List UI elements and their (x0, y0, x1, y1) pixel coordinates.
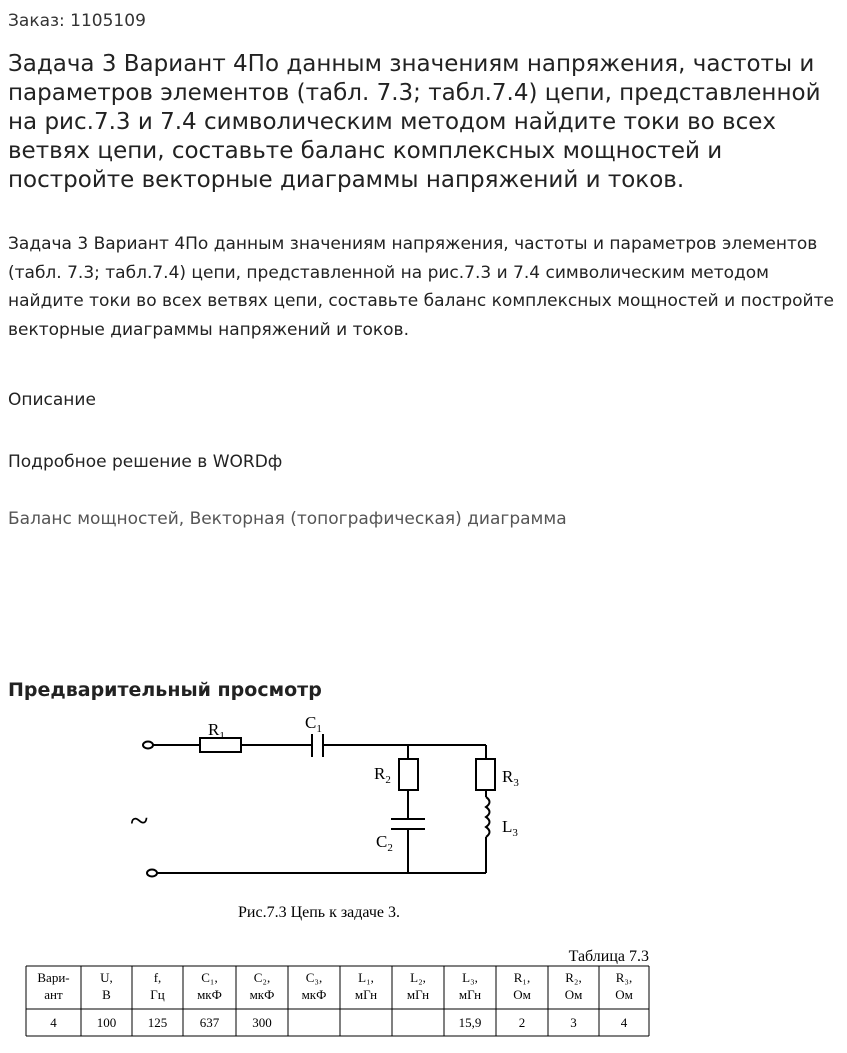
table-header-cell: Вари- (37, 970, 70, 985)
circuit-diagram (143, 734, 495, 877)
table-header-cell: L₁, (358, 970, 374, 985)
table-header-cell: мкФ (301, 987, 327, 1002)
inductor-l3 (486, 797, 490, 837)
table-cell: 125 (147, 1015, 168, 1030)
table-header-cell: мГн (458, 987, 482, 1002)
table-cell: 4 (620, 1015, 628, 1030)
table-cell: 637 (199, 1015, 220, 1030)
tag-separator: , (178, 509, 185, 529)
tag-list (8, 509, 567, 529)
table-header-cell: C₂, (253, 970, 271, 985)
resistor-r3 (476, 759, 495, 790)
label-c1: $C_1$ (305, 713, 322, 735)
table-cell: 300 (252, 1015, 272, 1030)
preview-image (0, 705, 847, 1053)
table-header-cell: L₃, (462, 970, 478, 985)
table-header-cell: Ом (513, 987, 531, 1002)
table-header-cell: мГн (406, 987, 430, 1002)
label-l3: $L_3$ (502, 817, 518, 839)
table-header-cell: мкФ (249, 987, 275, 1002)
table-header-cell: ант (44, 987, 63, 1002)
parameter-table (26, 966, 649, 1036)
table-header-cell: Ом (564, 987, 583, 1002)
table-header-cell: мГн (354, 987, 378, 1002)
page-title: Задача 3 Вариант 4По данным значениям напряжения, частоты и параметров элементов (табл. 7.3; табл.7.4) цепи, представленной на рис.7.3 и 7.4 символическим методом найдите токи во всех ветвях цепи, составьте баланс комплексных мощностей и постройте векторные диаграммы напряжений и токов. (8, 51, 821, 193)
label-r1: $R_1$ (208, 720, 225, 742)
table-header-cell: L₂, (410, 970, 426, 985)
table-header-cell: R₂, (565, 970, 582, 985)
table-header-cell: C₁, (201, 970, 218, 985)
table-header-cell: R₁, (513, 970, 531, 985)
task-description: Задача 3 Вариант 4По данным значениям напряжения, частоты и параметров элементов (табл. 7.3; табл.7.4) цепи, представленной на рис.7.3 и 7.4 символическим методом найдите токи во всех ветвях цепи, составьте баланс комплексных мощностей и постройте векторные диаграммы напряжений и токов. (8, 234, 834, 340)
tag-link[interactable]: Векторная (топографическая) диаграмма (189, 509, 567, 529)
table-header-cell: U, (100, 970, 113, 985)
table-header-cell: Ом (615, 987, 633, 1002)
table-cell: 3 (570, 1015, 577, 1030)
table-header-cell: В (102, 987, 111, 1002)
table-cell: 4 (50, 1015, 57, 1030)
resistor-r2 (399, 759, 418, 790)
table-header-cell: C₃, (305, 970, 323, 985)
table-header-cell: f, (153, 970, 162, 985)
label-r3: $R_3$ (502, 767, 519, 789)
table-header-cell: Гц (150, 987, 165, 1002)
preview-heading: Предварительный просмотр (8, 679, 322, 701)
table-cell: 100 (96, 1015, 117, 1030)
terminal-bottom (147, 870, 157, 877)
label-c2: $C_2$ (376, 832, 393, 854)
table-header-cell: R₃, (615, 970, 633, 985)
table-header-cell: мкФ (197, 987, 222, 1002)
order-number: Заказ: 1105109 (8, 11, 146, 31)
tag-link[interactable]: Баланс мощностей (8, 509, 179, 529)
figure-caption: Рис.7.3 Цепь к задаче 3. (238, 904, 401, 921)
description-label: Описание (8, 390, 96, 410)
table-cell: 2 (518, 1015, 526, 1030)
table-caption: Таблица 7.3 (568, 948, 649, 965)
label-r2: $R_2$ (374, 764, 391, 786)
table-cell: 15,9 (458, 1015, 482, 1030)
detail-text: Подробное решение в WORDф (8, 452, 283, 472)
terminal-top (143, 742, 153, 749)
ac-source-icon: ~ (130, 803, 149, 840)
